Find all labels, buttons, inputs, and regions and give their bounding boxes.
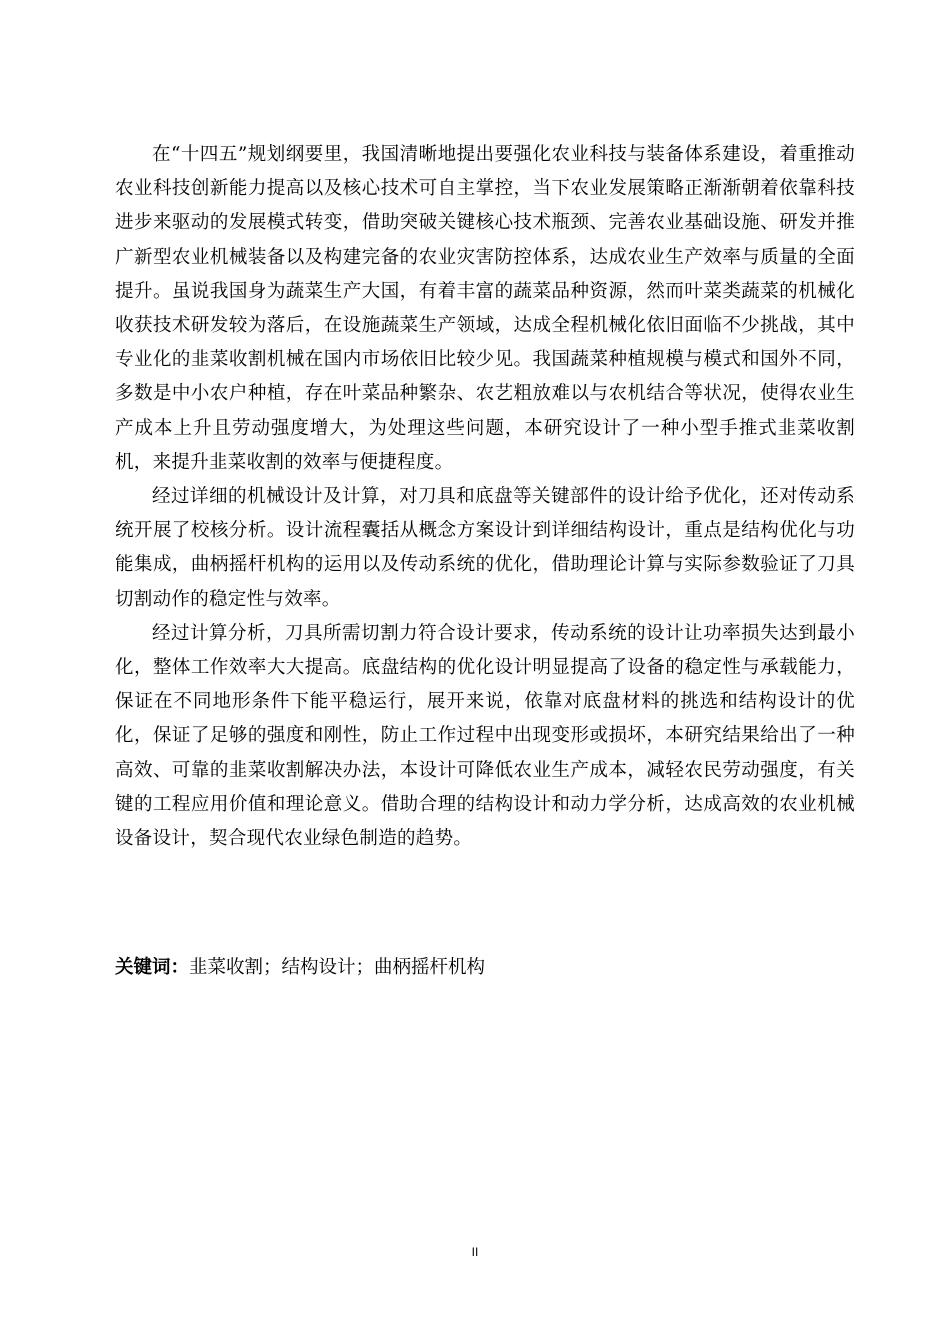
page-number: II (471, 1245, 479, 1259)
keywords-text: 韭菜收割；结构设计；曲柄摇杆机构 (189, 957, 486, 978)
keywords-line (115, 953, 855, 983)
abstract-body (115, 138, 855, 856)
paragraph-3: 经过计算分析，刀具所需切割力符合设计要求，传动系统的设计让功率损失达到最小化，整体工作效率大大提高。底盘结构的优化设计明显提高了设备的稳定性与承载能力，保证在不同地形条件下能平稳运行，展开来说，依靠对底盘材料的挑选和结构设计的优化，保证了足够的强度和刚性，防止工作过程中出现变形或损坏，本研究结果给出了一种高效、可靠的韭菜收割解决办法，本设计可降低农业生产成本，减轻农民劳动强度，有关键的工程应用价值和理论意义。借助合理的结构设计和动力学分析，达成高效的农业机械设备设计，契合现代农业绿色制造的趋势。 (115, 622, 855, 850)
paragraph-2: 经过详细的机械设计及计算，对刀具和底盘等关键部件的设计给予优化，还对传动系统开展了校核分析。设计流程囊括从概念方案设计到详细结构设计，重点是结构优化与功能集成，曲柄摇杆机构的运用以及传动系统的优化，借助理论计算与实际参数验证了刀具切割动作的稳定性与效率。 (115, 486, 855, 610)
paragraph-1: 在“十四五”规划纲要里，我国清晰地提出要强化农业科技与装备体系建设，着重推动农业科技创新能力提高以及核心技术可自主掌控，当下农业发展策略正渐渐朝着依靠科技进步来驱动的发展模式转变，借助突破关键核心技术瓶颈、完善农业基础设施、研发并推广新型农业机械装备以及构建完备的农业灾害防控体系，达成农业生产效率与质量的全面提升。虽说我国身为蔬菜生产大国，有着丰富的蔬菜品种资源，然而叶菜类蔬菜的机械化收获技术研发较为落后，在设施蔬菜生产领域，达成全程机械化依旧面临不少挑战，其中专业化的韭菜收割机械在国内市场依旧比较少见。我国蔬菜种植规模与模式和国外不同，多数是中小农户种植，存在叶菜品种繁杂、农艺粗放难以与农机结合等状况，使得农业生产成本上升且劳动强度增大，为处理这些问题，本研究设计了一种小型手推式韭菜收割机，来提升韭菜收割的效率与便捷程度。 (115, 144, 855, 473)
keywords-label: 关键词： (115, 957, 190, 978)
